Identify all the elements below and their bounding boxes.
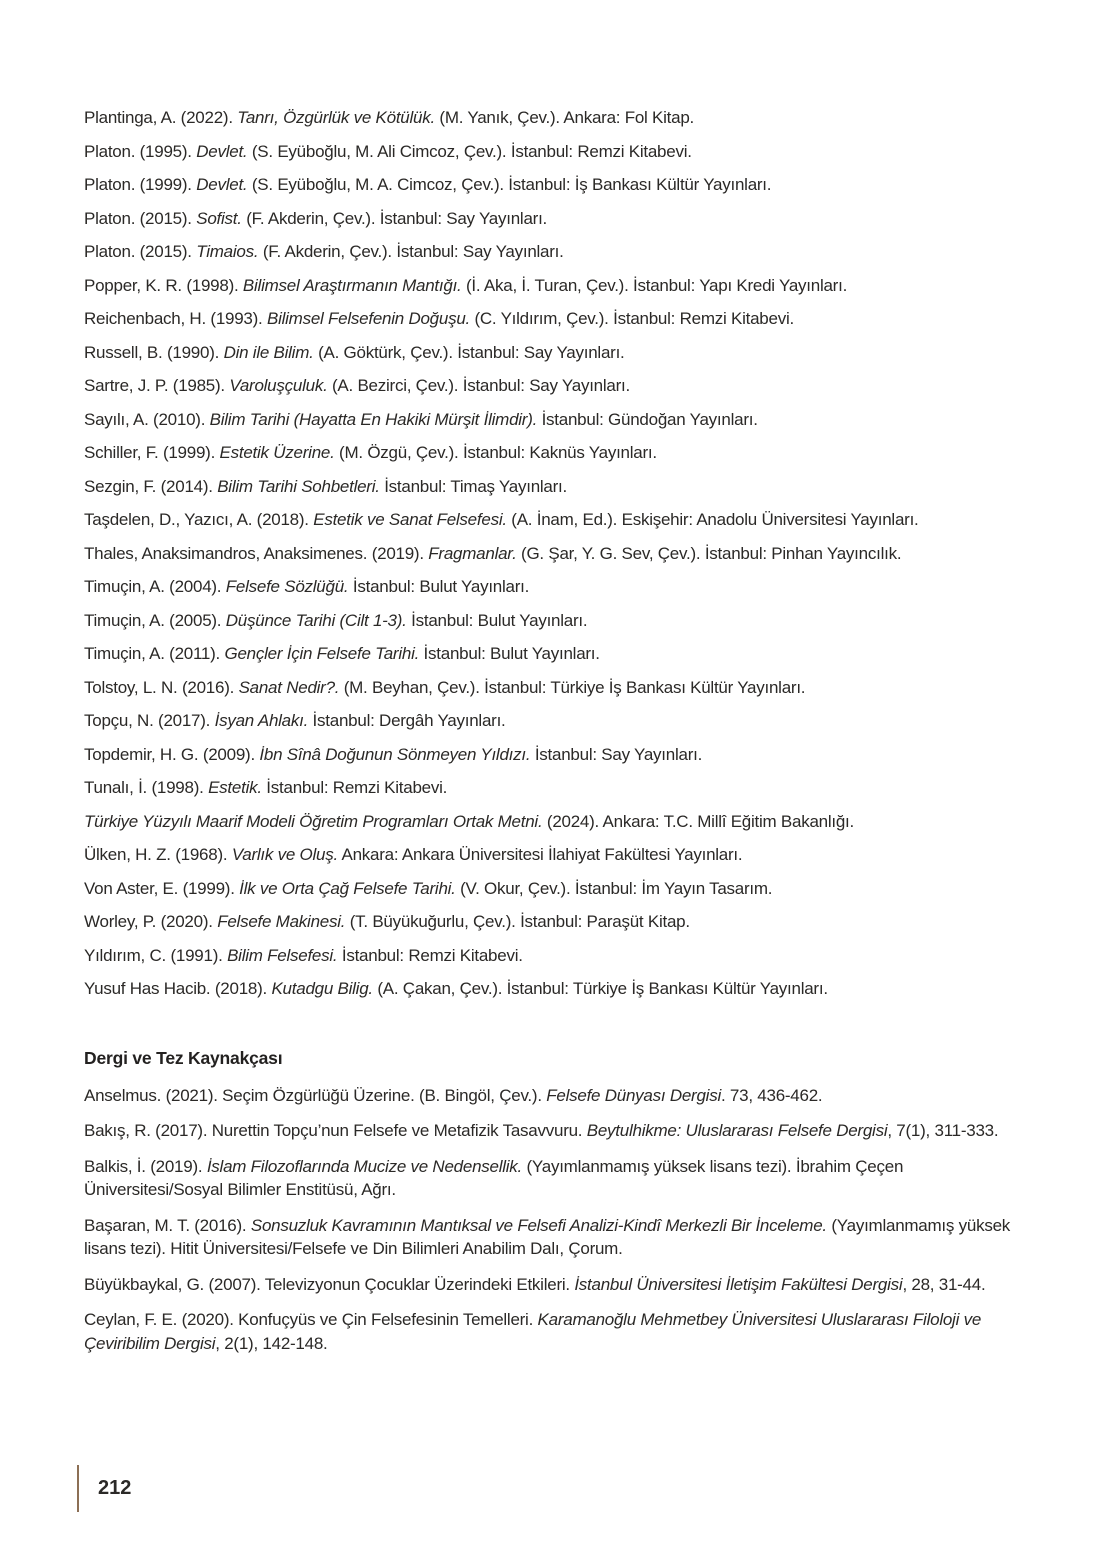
reference-entry xyxy=(84,441,1018,465)
reference-text: Popper, K. R. (1998). xyxy=(84,275,243,295)
reference-entry xyxy=(84,810,1018,834)
reference-entry xyxy=(84,274,1018,298)
reference-text: Thales, Anaksimandros, Anaksimenes. (2019). xyxy=(84,543,429,563)
reference-entry xyxy=(84,508,1018,532)
reference-title: Beytulhikme: Uluslararası Felsefe Dergisi xyxy=(586,1121,888,1140)
reference-text: Ceylan, F. E. (2020). Konfuçyüs ve Çin Felsefesinin Temelleri. xyxy=(84,1310,538,1329)
reference-title: Estetik Üzerine. xyxy=(219,443,335,462)
reference-entry xyxy=(84,1119,1018,1143)
reference-text: (T. Büyükuğurlu, Çev.). İstanbul: Paraşüt Kitap. xyxy=(345,912,690,931)
reference-entry xyxy=(84,307,1018,331)
reference-text: Sezgin, F. (2014). xyxy=(84,476,218,496)
reference-entry xyxy=(84,106,1018,130)
reference-entry xyxy=(84,140,1018,164)
journal-section-heading: Dergi ve Tez Kaynakçası xyxy=(84,1047,283,1068)
reference-title: Estetik ve Sanat Felsefesi. xyxy=(313,510,507,529)
reference-text: , 2(1), 142-148. xyxy=(215,1333,328,1353)
reference-text: (G. Şar, Y. G. Sev, Çev.). İstanbul: Pinhan Yayıncılık. xyxy=(516,543,902,563)
reference-text: (M. Özgü, Çev.). İstanbul: Kaknüs Yayınları. xyxy=(334,443,657,462)
reference-text: (M. Yanık, Çev.). Ankara: Fol Kitap. xyxy=(434,108,695,127)
reference-text: (V. Okur, Çev.). İstanbul: İm Yayın Tasarım. xyxy=(455,878,773,898)
reference-entry xyxy=(84,709,1018,733)
reference-title: Sanat Nedir?. xyxy=(238,677,340,697)
reference-entry xyxy=(84,207,1018,231)
reference-title: Fragmanlar. xyxy=(428,543,517,563)
reference-text: Schiller, F. (1999). xyxy=(84,443,220,462)
reference-text: Von Aster, E. (1999). xyxy=(84,878,240,898)
reference-text: Russell, B. (1990). xyxy=(84,342,224,362)
reference-text: Timuçin, A. (2004). xyxy=(84,577,226,596)
reference-text: Platon. (1995). xyxy=(84,141,197,161)
reference-text: (A. Bezirci, Çev.). İstanbul: Say Yayınları. xyxy=(327,376,630,395)
reference-entry xyxy=(84,1214,1018,1261)
reference-title: Devlet. xyxy=(196,175,248,194)
reference-title: Düşünce Tarihi (Cilt 1-3). xyxy=(225,610,407,630)
reference-title: Felsefe Sözlüğü. xyxy=(225,577,349,596)
reference-title: Bilim Felsefesi. xyxy=(227,945,338,965)
reference-title: Felsefe Makinesi. xyxy=(217,912,346,931)
reference-text: (Yayımlanmamış yüksek lisans tezi). Hitit Üniversitesi/Felsefe ve Din Bilimleri Anabilim Dalı, Çorum. xyxy=(84,1215,1011,1258)
reference-text: (S. Eyüboğlu, M. Ali Cimcoz, Çev.). İstanbul: Remzi Kitabevi. xyxy=(247,141,692,161)
reference-title: Bilim Tarihi Sohbetleri. xyxy=(217,476,380,496)
reference-text: (M. Beyhan, Çev.). İstanbul: Türkiye İş Bankası Kültür Yayınları. xyxy=(339,677,806,697)
reference-text: Platon. (1999). xyxy=(84,175,197,194)
reference-title: Varlık ve Oluş. xyxy=(231,845,338,864)
reference-title: İslam Filozoflarında Mucize ve Nedensellik. xyxy=(206,1156,523,1176)
reference-text: (A. Göktürk, Çev.). İstanbul: Say Yayınları. xyxy=(313,342,625,362)
reference-text: İstanbul: Remzi Kitabevi. xyxy=(261,778,448,797)
reference-text: İstanbul: Say Yayınları. xyxy=(530,744,703,764)
book-references-list xyxy=(84,106,1018,1001)
reference-entry xyxy=(84,609,1018,633)
reference-entry xyxy=(84,1155,1018,1202)
reference-entry xyxy=(84,475,1018,499)
reference-text: İstanbul: Bulut Yayınları. xyxy=(406,610,588,630)
reference-text: Başaran, M. T. (2016). xyxy=(84,1215,251,1235)
reference-text: Anselmus. (2021). Seçim Özgürlüğü Üzerine. (B. Bingöl, Çev.). xyxy=(84,1085,547,1105)
bibliography-content xyxy=(84,106,1018,1367)
reference-text: Timuçin, A. (2005). xyxy=(84,610,226,630)
reference-title: Felsefe Dünyası Dergisi xyxy=(546,1085,721,1105)
reference-text: İstanbul: Remzi Kitabevi. xyxy=(337,945,523,965)
reference-text: (Yayımlanmamış yüksek lisans tezi). İbrahim Çeçen Üniversitesi/Sosyal Bilimler Enstitüsü, Ağrı. xyxy=(84,1156,904,1199)
reference-text: İstanbul: Dergâh Yayınları. xyxy=(308,711,506,730)
reference-text: İstanbul: Gündoğan Yayınları. xyxy=(537,409,758,429)
reference-text: Tolstoy, L. N. (2016). xyxy=(84,677,239,697)
reference-text: (A. İnam, Ed.). Eskişehir: Anadolu Üniversitesi Yayınları. xyxy=(506,510,919,529)
reference-entry xyxy=(84,1308,1018,1355)
reference-title: Karamanoğlu Mehmetbey Üniversitesi Uluslararası Filoloji ve Çeviribilim Dergisi xyxy=(84,1310,982,1353)
reference-text: Platon. (2015). xyxy=(84,242,197,261)
reference-entry xyxy=(84,575,1018,599)
reference-text: İstanbul: Bulut Yayınları. xyxy=(348,577,530,596)
reference-text: (S. Eyüboğlu, M. A. Cimcoz, Çev.). İstanbul: İş Bankası Kültür Yayınları. xyxy=(247,175,772,194)
reference-text: Büyükbaykal, G. (2007). Televizyonun Çocuklar Üzerindeki Etkileri. xyxy=(84,1274,575,1294)
reference-entry xyxy=(84,408,1018,432)
reference-text: Worley, P. (2020). xyxy=(84,912,218,931)
reference-title: Türkiye Yüzyılı Maarif Modeli Öğretim Programları Ortak Metni. xyxy=(84,811,543,831)
reference-entry xyxy=(84,374,1018,398)
reference-title: Estetik. xyxy=(208,778,262,797)
reference-entry xyxy=(84,743,1018,767)
reference-text: (F. Akderin, Çev.). İstanbul: Say Yayınları. xyxy=(258,242,564,261)
reference-title: Bilim Tarihi (Hayatta En Hakiki Mürşit İlimdir). xyxy=(209,409,538,429)
reference-text: Yusuf Has Hacib. (2018). xyxy=(84,979,272,998)
reference-text: Platon. (2015). xyxy=(84,208,197,228)
reference-title: Bilimsel Araştırmanın Mantığı. xyxy=(242,275,462,295)
reference-text: Ankara: Ankara Üniversitesi İlahiyat Fakültesi Yayınları. xyxy=(337,845,743,864)
reference-entry xyxy=(84,676,1018,700)
reference-entry xyxy=(84,977,1018,1001)
reference-text: İstanbul: Timaş Yayınları. xyxy=(379,476,567,496)
reference-text: . 73, 436-462. xyxy=(720,1085,823,1105)
reference-entry xyxy=(84,173,1018,197)
reference-entry xyxy=(84,1084,1018,1108)
reference-text: Sayılı, A. (2010). xyxy=(84,409,210,429)
reference-text: Tunalı, İ. (1998). xyxy=(84,778,209,797)
page-footer xyxy=(77,1464,131,1512)
reference-text: (C. Yıldırım, Çev.). İstanbul: Remzi Kitabevi. xyxy=(470,309,794,328)
reference-text: Yıldırım, C. (1991). xyxy=(84,945,228,965)
reference-entry xyxy=(84,910,1018,934)
reference-text: Bakış, R. (2017). Nurettin Topçu’nun Felsefe ve Metafizik Tasavvuru. xyxy=(84,1121,587,1140)
reference-text: Timuçin, A. (2011). xyxy=(84,644,225,663)
reference-text: (İ. Aka, İ. Turan, Çev.). İstanbul: Yapı Kredi Yayınları. xyxy=(461,275,848,295)
reference-title: İlk ve Orta Çağ Felsefe Tarihi. xyxy=(239,878,456,898)
reference-title: Bilimsel Felsefenin Doğuşu. xyxy=(267,309,471,328)
reference-entry xyxy=(84,542,1018,566)
reference-title: Gençler İçin Felsefe Tarihi. xyxy=(224,644,420,663)
reference-text: Topçu, N. (2017). xyxy=(84,711,215,730)
reference-text: Ülken, H. Z. (1968). xyxy=(84,845,232,864)
reference-title: İbn Sînâ Doğunun Sönmeyen Yıldızı. xyxy=(259,744,531,764)
reference-entry xyxy=(84,1273,1018,1297)
reference-text: İstanbul: Bulut Yayınları. xyxy=(419,644,600,663)
reference-text: (2024). Ankara: T.C. Millî Eğitim Bakanlığı. xyxy=(542,811,855,831)
reference-title: Tanrı, Özgürlük ve Kötülük. xyxy=(237,108,435,127)
journal-references-list xyxy=(84,1084,1018,1356)
reference-title: Kutadgu Bilig. xyxy=(271,979,373,998)
page-accent-rule xyxy=(77,1465,79,1512)
reference-text: Reichenbach, H. (1993). xyxy=(84,309,267,328)
reference-title: Timaios. xyxy=(196,242,259,261)
reference-entry xyxy=(84,642,1018,666)
reference-text: Balkis, İ. (2019). xyxy=(84,1156,207,1176)
reference-title: İstanbul Üniversitesi İletişim Fakültesi Dergisi xyxy=(574,1274,903,1294)
reference-entry xyxy=(84,240,1018,264)
reference-title: Sofist. xyxy=(196,208,242,228)
reference-text: Taşdelen, D., Yazıcı, A. (2018). xyxy=(84,510,314,529)
reference-entry xyxy=(84,341,1018,365)
reference-text: Plantinga, A. (2022). xyxy=(84,108,238,127)
reference-text: Sartre, J. P. (1985). xyxy=(84,376,230,395)
reference-entry xyxy=(84,776,1018,800)
reference-text: (A. Çakan, Çev.). İstanbul: Türkiye İş Bankası Kültür Yayınları. xyxy=(372,979,828,998)
reference-entry xyxy=(84,877,1018,901)
reference-text: (F. Akderin, Çev.). İstanbul: Say Yayınları. xyxy=(241,208,548,228)
reference-text: Topdemir, H. G. (2009). xyxy=(84,744,260,764)
reference-title: Devlet. xyxy=(196,141,248,161)
reference-title: Din ile Bilim. xyxy=(223,342,314,362)
reference-text: , 28, 31-44. xyxy=(902,1274,986,1294)
page-number: 212 xyxy=(98,1476,132,1499)
reference-text: , 7(1), 311-333. xyxy=(887,1121,999,1140)
reference-entry xyxy=(84,944,1018,968)
reference-title: Varoluşçuluk. xyxy=(229,376,328,395)
reference-title: İsyan Ahlakı. xyxy=(214,711,309,730)
reference-title: Sonsuzluk Kavramının Mantıksal ve Felsefi Analizi-Kindî Merkezli Bir İnceleme. xyxy=(250,1215,827,1235)
reference-entry xyxy=(84,843,1018,867)
